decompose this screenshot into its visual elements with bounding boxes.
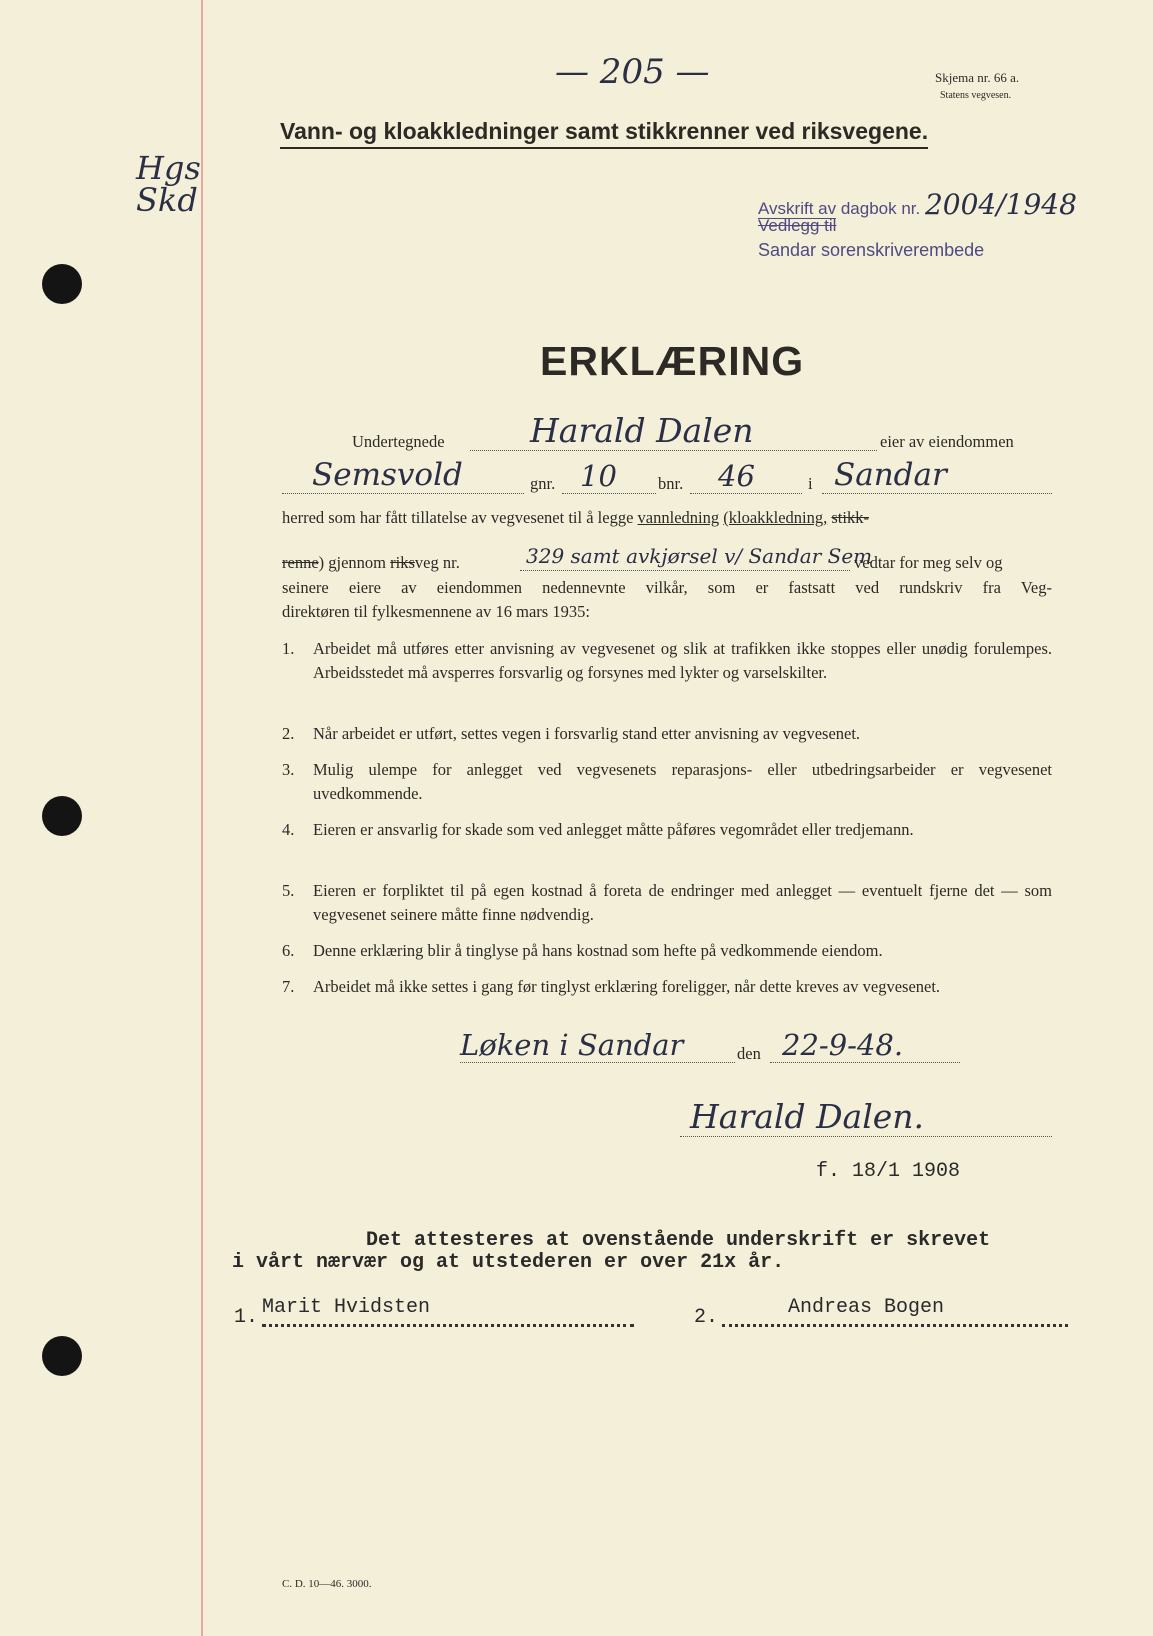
gnr-value: 10 bbox=[580, 459, 617, 493]
punch-hole-bottom bbox=[42, 1336, 82, 1376]
p2-renne: renne bbox=[282, 553, 319, 572]
p1-kloakkledning: (kloakkledning, bbox=[723, 508, 828, 527]
condition-4 bbox=[282, 818, 1052, 842]
bnr-label: bnr. bbox=[658, 474, 684, 493]
attest-line-2: i vårt nærvær og at utstederen er over 21x år. bbox=[232, 1251, 785, 1274]
condition-text: Eieren er ansvarlig for skade som ved anlegget måtte påføres vegområdet eller tredjemann. bbox=[313, 820, 914, 839]
declaration-line-3 bbox=[282, 508, 869, 528]
condition-6 bbox=[282, 939, 1052, 963]
condition-number: 6. bbox=[282, 941, 295, 960]
condition-number: 5. bbox=[282, 881, 295, 900]
condition-number: 4. bbox=[282, 820, 295, 839]
condition-3 bbox=[282, 758, 1052, 806]
p2-gjennom: ) gjennom bbox=[318, 553, 387, 572]
condition-text: Denne erklæring blir å tinglyse på hans kostnad som hefte på vedkommende eiendom. bbox=[313, 941, 883, 960]
i-label: i bbox=[808, 474, 813, 493]
document-title: Vann- og kloakkledninger samt stikkrenner ved riksvegene. bbox=[280, 118, 928, 149]
print-code: C. D. 10—46. 3000. bbox=[282, 1578, 372, 1590]
property-name: Semsvold bbox=[312, 457, 463, 493]
witness-2-number: 2. bbox=[694, 1306, 719, 1329]
gnr-field bbox=[562, 455, 656, 494]
declaration-line-4 bbox=[282, 553, 460, 573]
p1-stikk: stikk- bbox=[831, 508, 869, 527]
date-field bbox=[770, 1020, 960, 1063]
margin-initials: Hgs Skd bbox=[136, 149, 201, 219]
margin-line bbox=[201, 0, 203, 1636]
condition-1 bbox=[282, 637, 1052, 685]
stamp-avskrift: Avskrift av bbox=[758, 199, 837, 218]
declaration-line-6: direktøren til fylkesmennene av 16 mars 1935: bbox=[282, 602, 590, 621]
stamp-line-2: Vedlegg til bbox=[758, 216, 837, 235]
witness-1-field bbox=[262, 1296, 634, 1327]
declarant-name: Harald Dalen bbox=[530, 411, 754, 450]
condition-5 bbox=[282, 879, 1052, 927]
form-schema: Skjema nr. 66 a. bbox=[935, 70, 1020, 85]
birth-date: f. 18/1 1908 bbox=[816, 1160, 961, 1183]
witness-2-name: Andreas Bogen bbox=[788, 1296, 945, 1319]
attest-line-1: Det attesteres at ovenstående underskrift er skrevet bbox=[366, 1229, 991, 1252]
witness-1-name: Marit Hvidsten bbox=[262, 1296, 431, 1319]
condition-number: 3. bbox=[282, 760, 295, 779]
signature-field bbox=[680, 1090, 1052, 1137]
bnr-field bbox=[690, 455, 802, 494]
condition-7 bbox=[282, 975, 1052, 999]
condition-number: 7. bbox=[282, 977, 295, 996]
heading: ERKLÆRING bbox=[540, 338, 805, 384]
witness-2-field bbox=[722, 1296, 1068, 1327]
bnr-value: 46 bbox=[718, 459, 755, 493]
page-number: — 205 — bbox=[555, 52, 710, 92]
condition-text: Arbeidet må ikke settes i gang før tinglyst erklæring foreligger, når dette kreves av vegvesenet. bbox=[313, 977, 941, 996]
condition-number: 2. bbox=[282, 724, 295, 743]
date: 22-9-48. bbox=[782, 1028, 904, 1062]
property-field bbox=[282, 455, 524, 494]
stamp-line-3: Sandar sorenskriverembede bbox=[758, 240, 985, 260]
stamp-dagbok-label: dagbok nr. bbox=[840, 199, 921, 218]
road-field bbox=[520, 530, 873, 571]
place-field bbox=[460, 1020, 735, 1063]
condition-text: Når arbeidet er utført, settes vegen i forsvarlig stand etter anvisning av vegvesenet. bbox=[313, 724, 861, 743]
den-label: den bbox=[737, 1044, 761, 1063]
declaration-line-5: seinere eiere av eiendommen nedennevnte vilkår, som er fastsatt ved rundskriv fra Veg- bbox=[282, 578, 1052, 597]
punch-hole-middle bbox=[42, 796, 82, 836]
undertegnede-label: Undertegnede bbox=[352, 432, 445, 451]
p1-text: herred som har fått tillatelse av vegvesenet til å legge bbox=[282, 508, 634, 527]
form-agency: Statens vegvesen. bbox=[940, 90, 1012, 101]
p2-riks: riks bbox=[390, 553, 415, 572]
dagbok-number: 2004/1948 bbox=[924, 188, 1077, 221]
p2-veg-nr: veg nr. bbox=[414, 553, 460, 572]
gnr-label: gnr. bbox=[530, 474, 556, 493]
p2-vedtar: vedtar for meg selv og bbox=[854, 553, 1003, 572]
p1-vannledning: vannledning bbox=[637, 508, 720, 527]
witness-1-number: 1. bbox=[234, 1306, 259, 1329]
condition-text: Eieren er forpliktet til på egen kostnad å foreta de endringer med anlegget — eventuelt fjerne det — som vegvesenet seinere måtte finne nødvendig. bbox=[313, 881, 1052, 924]
punch-hole-top bbox=[42, 264, 82, 304]
name-field bbox=[470, 400, 877, 451]
eier-label: eier av eiendommen bbox=[880, 432, 1014, 451]
condition-text: Arbeidet må utføres etter anvisning av vegvesenet og slik at trafikken ikke stoppes eller unødig forulempes. Arbeidsstedet må avsperres forsvarlig og forsynes med lykter og varselskilter. bbox=[313, 639, 1052, 682]
place: Løken i Sandar bbox=[460, 1028, 684, 1062]
condition-text: Mulig ulempe for anlegget ved vegvesenets reparasjons- eller utbedringsarbeider er vegvesenet uvedkommende. bbox=[313, 760, 1052, 803]
municipality-name: Sandar bbox=[834, 457, 947, 493]
condition-number: 1. bbox=[282, 639, 295, 658]
municipality-field bbox=[822, 455, 1052, 494]
road-number: 329 samt avkjørsel v/ Sandar Sem bbox=[526, 544, 873, 568]
condition-2 bbox=[282, 722, 1052, 746]
signature: Harald Dalen. bbox=[690, 1097, 925, 1136]
